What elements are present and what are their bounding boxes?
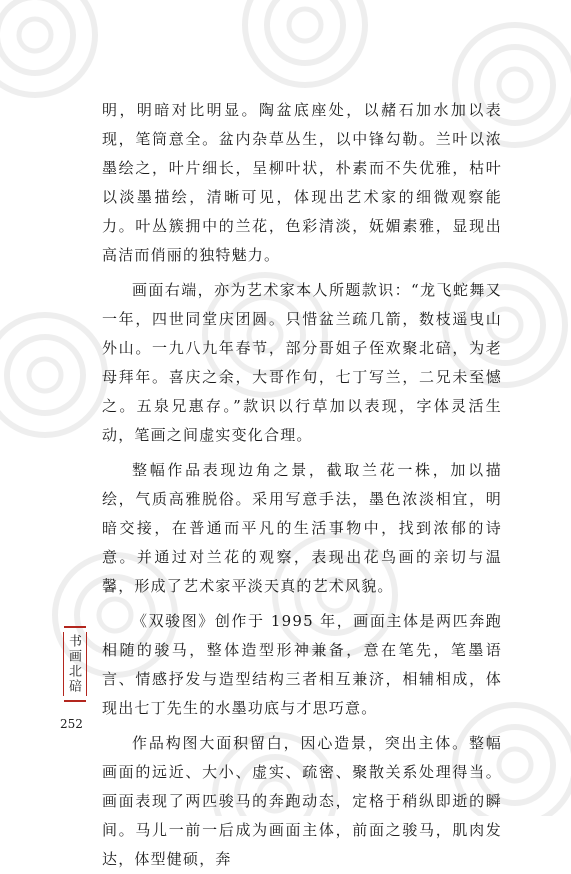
- body-text: [102, 96, 502, 874]
- ornament-divider: [64, 626, 86, 628]
- paragraph: 画面右端，亦为艺术家本人所题款识：“龙飞蛇舞又一年，四世同堂庆团圆。只惜盆兰疏几箭，数枝遥曳山外山。一九八九年春节，部分哥姐子侄欢聚北碚，为老母拜年。喜庆之余，大哥作句，七丁写兰，二兄未至憾之。五泉兄惠存。”款识以行草加以表现，字体灵活生动，笔画之间虚实变化合理。: [102, 281, 502, 444]
- paragraph: 作品构图大面积留白，因心造景，突出主体。整幅画面的远近、大小、虚实、疏密、聚散关系处理得当。画面表现了两匹骏马的奔跑动态，定格于稍纵即逝的瞬间。马儿一前一后成为画面主体，前面之骏马，肌肉发达，体型健硕，奔: [102, 734, 502, 868]
- ornament-divider: [64, 700, 86, 702]
- book-title-margin: [60, 626, 90, 706]
- book-title: 书画北碚: [63, 632, 87, 696]
- paragraph: 整幅作品表现边角之景，截取兰花一株，加以描绘，气质高雅脱俗。采用写意手法，墨色浓淡相宜，明暗交接，在普通而平凡的生活事物中，找到浓郁的诗意。并通过对兰花的观察，表现出花鸟画的亲切与温馨，形成了艺术家平淡天真的艺术风貌。: [102, 461, 502, 595]
- page-number: 252: [60, 717, 83, 731]
- paragraph: 《双骏图》创作于 1995 年，画面主体是两匹奔跑相随的骏马，整体造型形神兼备，意在笔先，笔墨语言、情感抒发与造型结构三者相互兼济，相辅相成，体现出七丁先生的水墨功底与才思巧意。: [102, 612, 502, 717]
- paragraph: 明，明暗对比明显。陶盆底座处，以赭石加水加以表现，笔筒意全。盆内杂草丛生，以中锋勾勒。兰叶以浓墨绘之，叶片细长，呈柳叶状，朴素而不失优雅，枯叶以淡墨描绘，清晰可见，体现出艺术家的细微观察能力。叶丛簇拥中的兰花，色彩清淡，妩媚素雅，显现出高洁而俏丽的独特魅力。: [102, 101, 502, 264]
